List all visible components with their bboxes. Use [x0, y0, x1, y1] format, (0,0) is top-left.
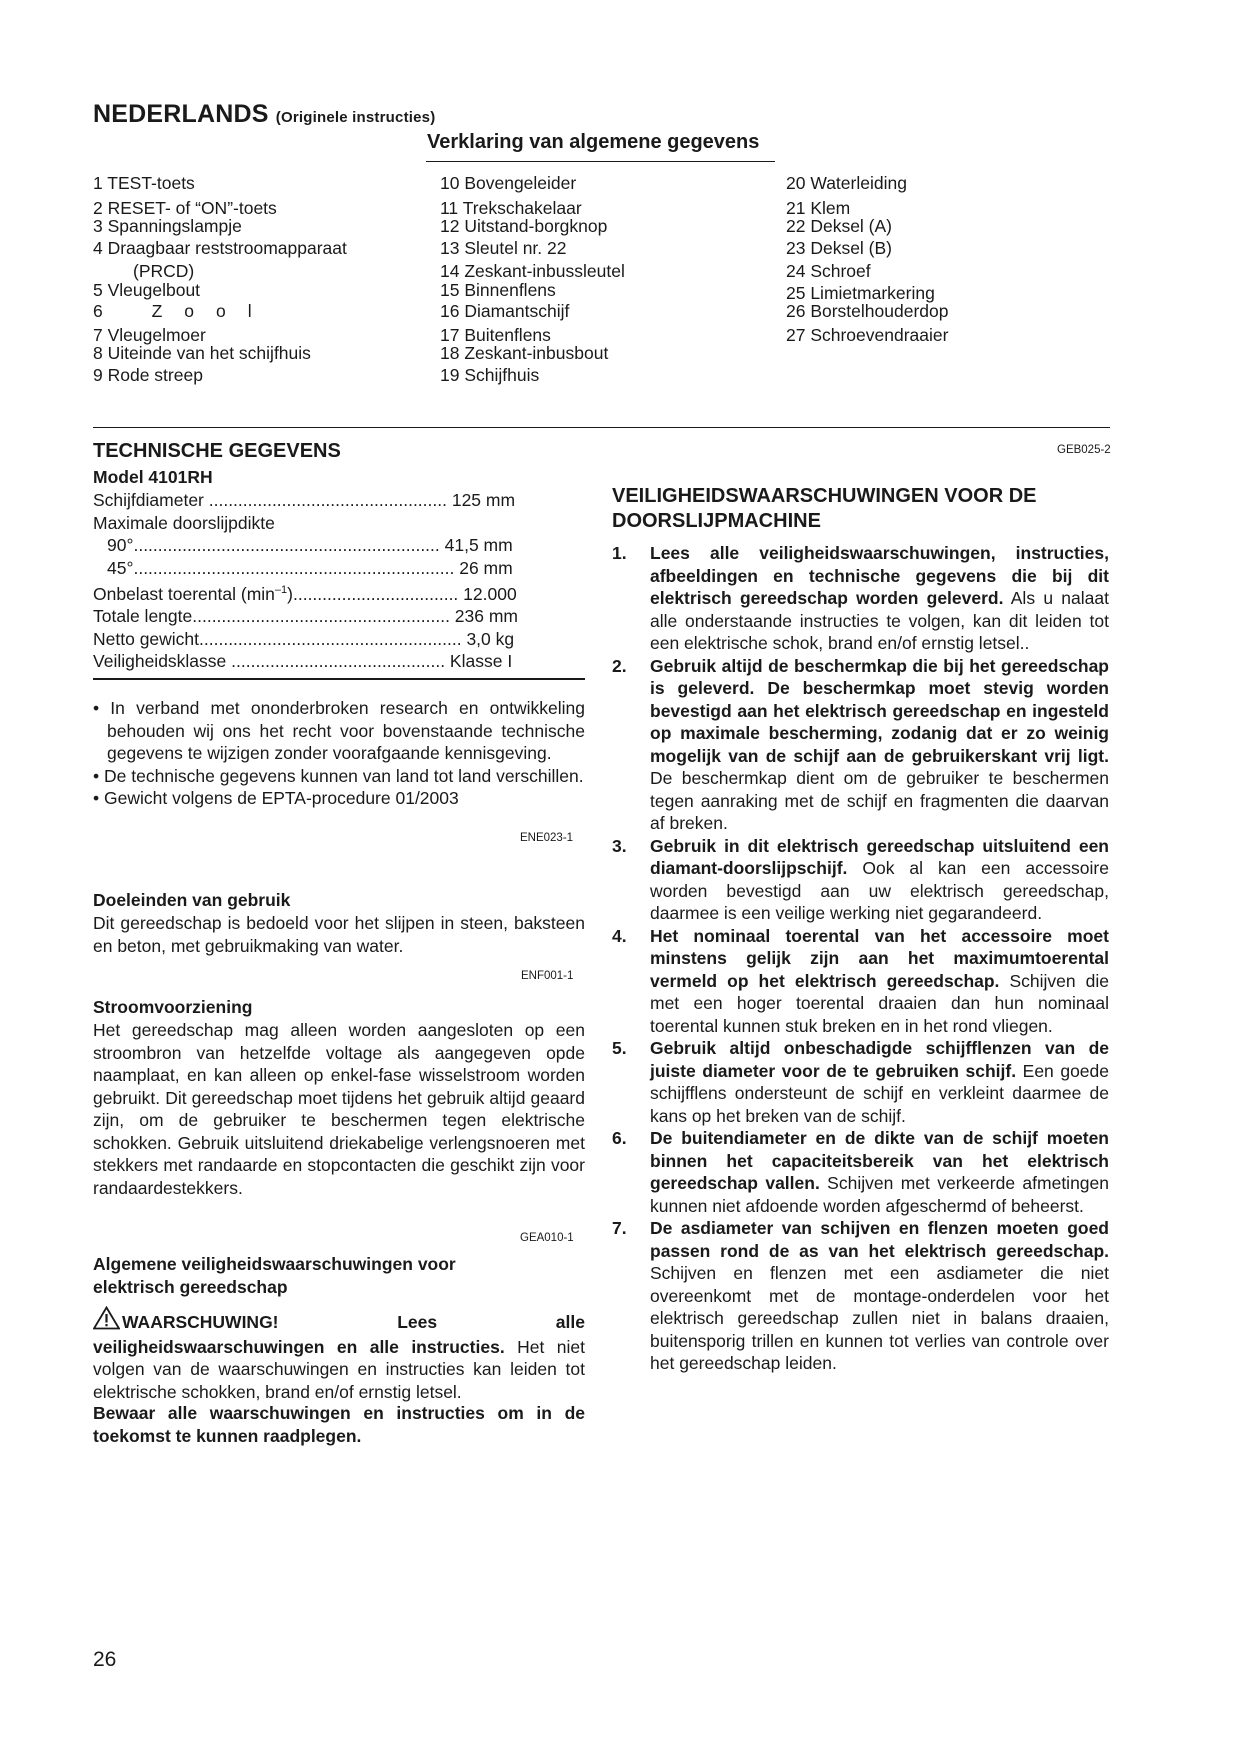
part-item: 19 Schijfhuis [440, 364, 540, 385]
parts-column-3 [786, 173, 948, 346]
part-item: 1 TEST-toets [93, 173, 195, 193]
part-item: 9 Rode streep [93, 364, 203, 385]
general-safety-heading: Algemene veiligheidswaarschuwingen voor elektrisch gereedschap [93, 1254, 456, 1297]
parts-column-2 [440, 173, 625, 386]
part-item: (PRCD) [133, 261, 195, 281]
keep-instructions: Bewaar alle waarschuwingen en instructies om in de toekomst te kunnen raadplegen. [93, 1403, 585, 1446]
explanation-title: Verklaring van algemene gegevens [427, 131, 760, 153]
spec-note: • In verband met ononderbroken research en ontwikkeling behouden wij ons het recht voor bovenstaande technische gegevens te wijzigen zonder voorafgaande kennisgeving. [93, 698, 585, 763]
part-item: 3 Spanningslampje [93, 216, 242, 236]
part-item: 4 Draagbaar reststroomapparaat [93, 237, 347, 258]
part-item: 10 Bovengeleider [440, 173, 577, 193]
warning-triangle-icon [93, 1306, 120, 1336]
spec-speed: Onbelast toerental $(\min^{-1})$.................................. 12.000 [93, 583, 517, 604]
part-item: 21 Klem [786, 197, 851, 218]
part-item: 20 Waterleiding [786, 173, 907, 193]
part-item: 6 Zool [93, 301, 274, 321]
power-supply-text: Het gereedschap mag alleen worden aangesloten op een stroombron van hetzelfde voltage als aangegeven opde naamplaat, en kan alleen op enkel-fase wisselstroom worden gebruikt. Dit gereedschap moet tijdens het gebruik altijd geaard zijn, om de gebruiker te beschermen tegen elektrische schokken. Gebruik uitsluitend driekabelige verlengsnoeren met stekkers met randaarde en stopcontacten die geschikt zijn voor randaardestekkers. [93, 1020, 585, 1198]
code-geb: GEB025-2 [1057, 444, 1111, 456]
part-item: 5 Vleugelbout [93, 279, 201, 300]
part-item: 23 Deksel (B) [786, 237, 893, 258]
spec-class: Veiligheidsklasse ............................................ Klasse I [93, 651, 513, 672]
specs-rule [93, 678, 585, 680]
part-item: 17 Buitenflens [440, 324, 551, 345]
spec-diameter: Schijfdiameter ................................................. 125 mm [93, 490, 516, 510]
code-ene: ENE023-1 [520, 832, 574, 844]
specs-heading: TECHNISCHE GEGEVENS [93, 440, 341, 462]
part-item: 13 Sleutel nr. 22 [440, 237, 567, 258]
code-enf: ENF001-1 [521, 970, 574, 982]
spec-notes [93, 697, 585, 810]
spec-depth-90: 90°............................................................... 41,5 mm [107, 535, 513, 555]
cutter-safety-list [612, 542, 1109, 1375]
part-item: 18 Zeskant-inbusbout [440, 343, 609, 363]
spec-depth-45: 45°.................................................................. 26 mm [107, 557, 513, 578]
power-supply-heading: Stroomvoorziening [93, 997, 253, 1017]
language-heading: NEDERLANDS (Originele instructies) [93, 100, 436, 128]
intended-use-heading: Doeleinden van gebruik [93, 890, 291, 910]
code-gea: GEA010-1 [520, 1232, 574, 1244]
part-item: 16 Diamantschijf [440, 301, 570, 321]
parts-column-1 [93, 173, 347, 386]
part-item: 27 Schroevendraaier [786, 324, 949, 345]
spec-weight: Netto gewicht...................................................... 3,0 kg [93, 628, 515, 649]
spec-depth-label: Maximale doorslijpdikte [93, 512, 275, 533]
part-item: 12 Uitstand-borgknop [440, 216, 608, 236]
part-item: 8 Uiteinde van het schijfhuis [93, 343, 311, 363]
safety-item: 3. Gebruik in dit elektrisch gereedschap uitsluitend een diamant-doorslijpschijf. Ook al kan een accessoire worden bevestigd aan uw elektrisch gereedschap, daarmee is een veilige werking niet gegarandeerd. [612, 835, 1109, 923]
part-item: 24 Schroef [786, 261, 871, 281]
part-item: 26 Borstelhouderdop [786, 301, 949, 321]
cutter-safety-heading: VEILIGHEIDSWAARSCHUWINGEN VOOR DE DOORSLIJPMACHINE [612, 485, 1037, 532]
safety-item: 5. Gebruik altijd onbeschadigde schijfflenzen van de juiste diameter voor de te gebruiken schijf. Een goede schijfflens ondersteunt de schijf en verkleint daarmee de kans op het breken van de schijf. [612, 1038, 1110, 1126]
spec-length: Totale lengte..................................................... 236 mm [93, 606, 519, 627]
part-item: 15 Binnenflens [440, 279, 556, 300]
safety-item: 4. Het nominaal toerental van het accessoire moet minstens gelijk zijn aan het maximumtoerental vermeld op het elektrisch gereedschap. Schijven die met een hoger toerental draaien dan hun nominaal toerental kunnen stuk breken en in het rond vliegen. [612, 925, 1109, 1036]
section-rule [93, 427, 1110, 428]
page-number: 26 [93, 1648, 117, 1671]
safety-item: 6. De buitendiameter en de dikte van de schijf moeten binnen het capaciteitsbereik van het elektrisch gereedschap vallen. Schijven met verkeerde afmetingen kunnen niet afdoende worden afgeschermd of beheerst. [612, 1128, 1109, 1216]
spec-note: • Gewicht volgens de EPTA-procedure 01/2003 [93, 788, 459, 808]
specs-table [93, 489, 585, 673]
model-label: Model 4101RH [93, 467, 213, 487]
part-item: 25 Limietmarkering [786, 282, 935, 303]
language-note: (Originele instructies) [275, 109, 436, 126]
spec-note: • De technische gegevens kunnen van land tot land verschillen. [93, 765, 584, 786]
part-item: 7 Vleugelmoer [93, 324, 206, 345]
safety-item: 2. Gebruik altijd de beschermkap die bij het gereedschap is geleverd. De beschermkap moet stevig worden bevestigd aan het elektrisch gereedschap en ingesteld op maximale bescherming, zodanig dat er zo weinig mogelijk van de schijf aan de gebruikerskant vrij ligt. De beschermkap dient om de gebruiker te beschermen tegen aanraking met de schijf en fragmenten die daarvan af breken. [612, 655, 1109, 833]
safety-item: 7. De asdiameter van schijven en flenzen moeten goed passen rond de as van het elektrisch gereedschap. Schijven en flenzen met een asdiameter die niet overeenkomt met de montage-onderdelen voor het elektrisch gereedschap zullen niet in balans draaien, buitensporig trillen en kunnen tot verlies van controle over het gereedschap leiden. [612, 1218, 1109, 1373]
part-item: 22 Deksel (A) [786, 216, 893, 236]
explanation-rule [426, 161, 775, 162]
part-item: 11 Trekschakelaar [440, 197, 582, 218]
part-item: 2 RESET- of “ON”-toets [93, 197, 277, 218]
part-item: 14 Zeskant-inbussleutel [440, 261, 625, 281]
safety-item: 1. Lees alle veiligheidswaarschuwingen, instructies, afbeeldingen en technische gegevens die bij dit elektrisch gereedschap worden geleverd. Als u nalaat alle onderstaande instructies te volgen, kan dit leiden tot een elektrische schok, brand en/of ernstig letsel.. [612, 543, 1109, 653]
general-safety-warning: WAARSCHUWING! Lees alle veiligheidswaarschuwingen en alle instructies. Het niet volgen van de waarschuwingen en instructies kan leiden tot elektrische schokken, brand en/of ernstig letsel. [93, 1306, 585, 1403]
intended-use-text: Dit gereedschap is bedoeld voor het slijpen in steen, baksteen en beton, met gebruikmaking van water. [93, 913, 585, 956]
